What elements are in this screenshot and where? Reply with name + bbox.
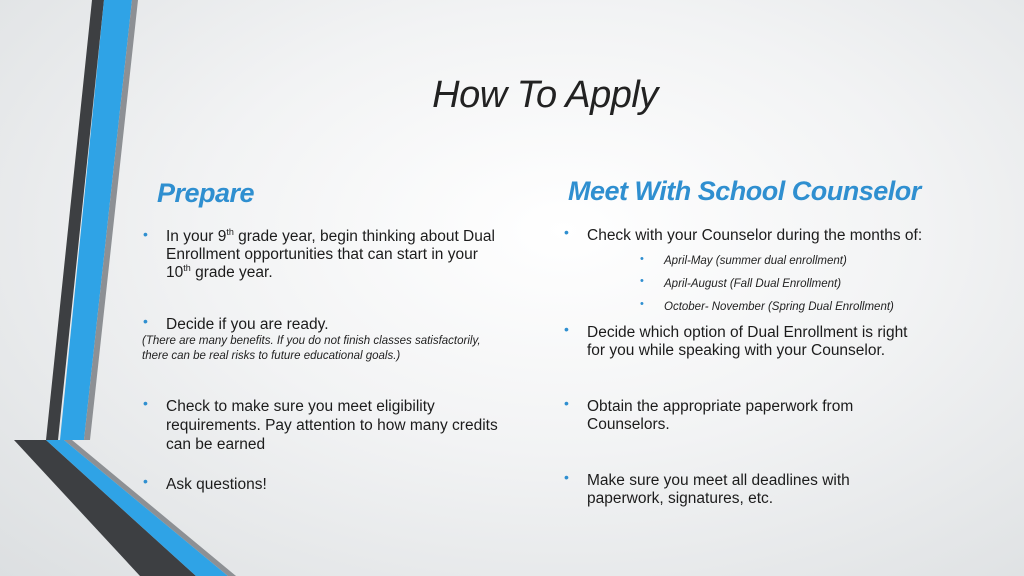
- sub-bullet-dot: •: [640, 298, 644, 310]
- bullet-dot: •: [564, 321, 569, 337]
- counselor-item-4-line-1: Make sure you meet all deadlines with: [587, 472, 850, 489]
- prepare-heading: Prepare: [157, 178, 255, 208]
- prepare-item-1: In your 9th grade year, begin thinking about Dual Enrollment opportunities that can start in your 10th grade year.: [166, 226, 495, 281]
- bullet-dot: •: [143, 473, 148, 489]
- counselor-subitem-1: April-May (summer dual enrollment): [664, 255, 847, 267]
- slide-title: How To Apply: [432, 74, 658, 116]
- counselor-item-4-line-2: paperwork, signatures, etc.: [587, 490, 774, 507]
- bullet-dot: •: [143, 313, 148, 329]
- counselor-item-2-line-2: for you while speaking with your Counselor.: [587, 342, 886, 359]
- bullet-dot: •: [143, 226, 148, 242]
- prepare-item-3-line-1: Check to make sure you meet eligibility: [166, 398, 435, 415]
- bullet-dot: •: [564, 395, 569, 411]
- counselor-heading: Meet With School Counselor: [568, 176, 921, 206]
- prepare-item-4: Ask questions!: [166, 476, 267, 493]
- counselor-subitem-3: October- November (Spring Dual Enrollment): [664, 301, 894, 313]
- prepare-item-2-note-line-1: (There are many benefits. If you do not finish classes satisfactorily,: [142, 335, 481, 347]
- prepare-item-2-note-line-2: there can be real risks to future educational goals.): [142, 350, 401, 362]
- counselor-item-3-line-2: Counselors.: [587, 416, 670, 433]
- sub-bullet-dot: •: [640, 275, 644, 287]
- prepare-item-2: Decide if you are ready.: [166, 316, 329, 333]
- counselor-item-1: Check with your Counselor during the months of:: [587, 227, 923, 244]
- counselor-item-3-line-1: Obtain the appropriate paperwork from: [587, 398, 854, 415]
- bullet-dot: •: [143, 395, 148, 411]
- prepare-item-3-line-2: requirements. Pay attention to how many credits: [166, 417, 498, 434]
- counselor-subitem-2: April-August (Fall Dual Enrollment): [664, 278, 842, 290]
- sub-bullet-dot: •: [640, 253, 644, 265]
- bullet-dot: •: [564, 224, 569, 240]
- bullet-dot: •: [564, 469, 569, 485]
- prepare-item-3-line-3: can be earned: [166, 436, 266, 453]
- counselor-item-2-line-1: Decide which option of Dual Enrollment is right: [587, 324, 908, 341]
